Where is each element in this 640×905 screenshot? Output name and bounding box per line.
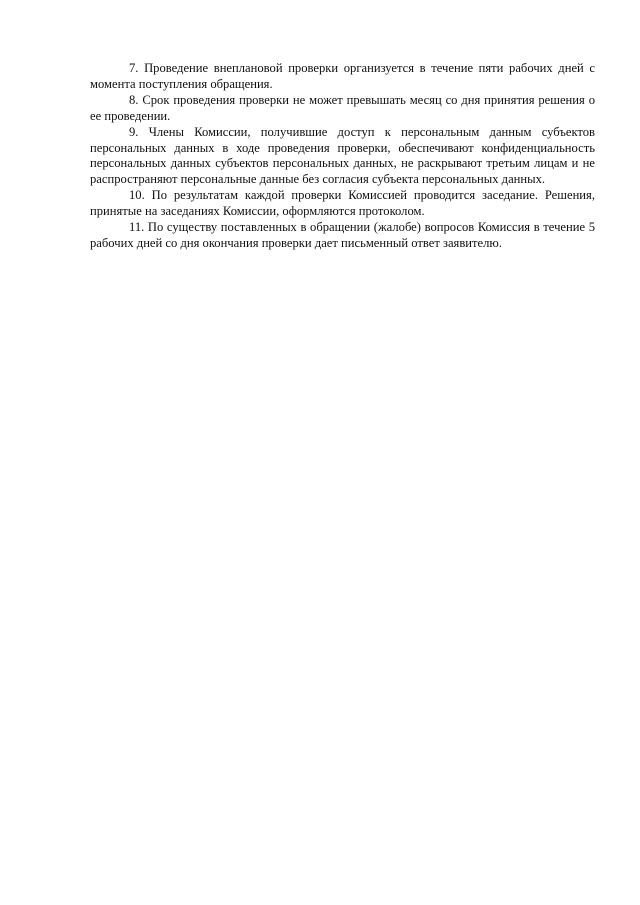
paragraph-11: 11. По существу поставленных в обращении (жалобе) вопросов Комиссия в течение 5 рабочих дней со дня окончания проверки дает письменный ответ заявителю. xyxy=(90,220,595,250)
paragraph-8: 8. Срок проведения проверки не может превышать месяц со дня принятия решения о ее проведении. xyxy=(90,92,595,123)
paragraph-10: 10. По результатам каждой проверки Комиссией проводится заседание. Решения, принятые на заседаниях Комиссии, оформляются протоколом. xyxy=(90,188,595,219)
paragraph-7: 7. Проведение внеплановой проверки организуется в течение пяти рабочих дней с момента поступления обращения. xyxy=(90,61,595,91)
paragraph-9: 9. Члены Комиссии, получившие доступ к персональным данным субъектов персональных данных в ходе проведения проверки, обеспечивают конфиденциальность персональных данных субъектов персональных данных, не раскрывают третьим лицам и не распространяют персональные данные без согласия субъекта персональных данных. xyxy=(90,124,595,187)
document-body xyxy=(90,61,595,252)
